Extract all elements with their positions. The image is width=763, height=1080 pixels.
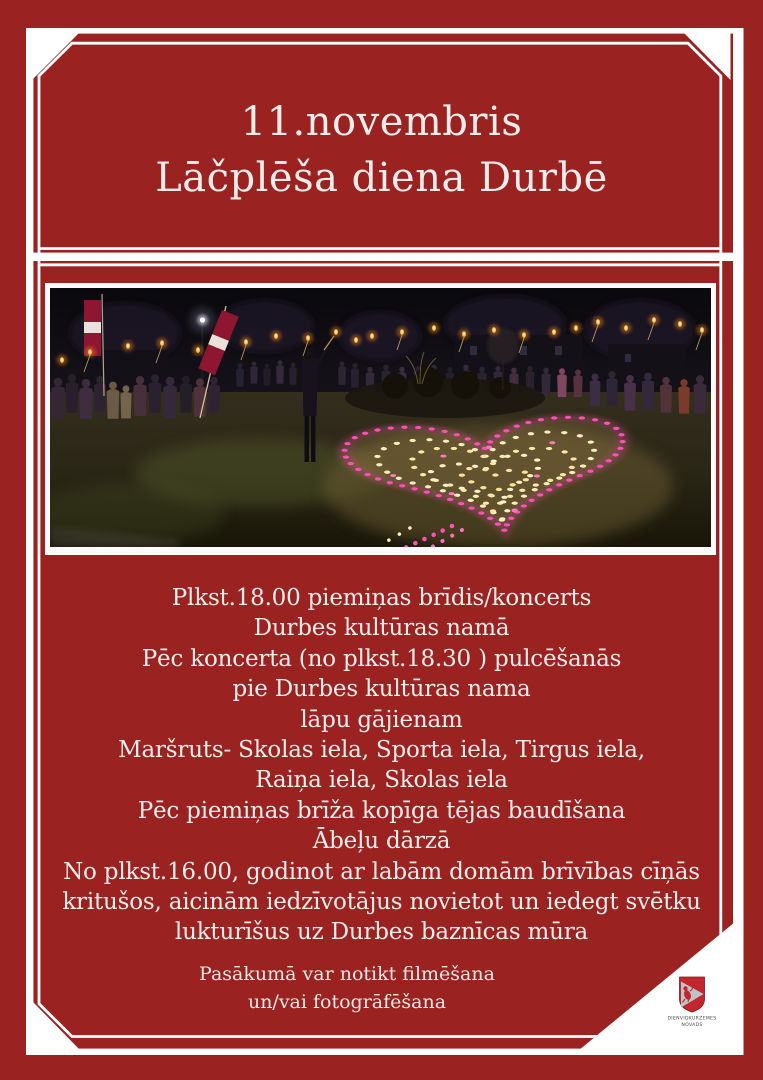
detail-line: kritušos, aicinām iedzīvotājus novietot un iedegt svētku <box>62 889 701 916</box>
detail-line: Plkst.18.00 piemiņas brīdis/koncerts <box>171 585 592 611</box>
frame-separator-thin-bottom <box>39 263 721 266</box>
detail-line: Raiņa iela, Skolas iela <box>255 767 508 794</box>
poster-title <box>0 94 763 206</box>
coat-of-arms-shield <box>680 977 705 1012</box>
title-line-1: 11.novembris <box>240 99 523 145</box>
notice-line-2: un/vai fotogrāfēšana <box>247 990 447 1013</box>
detail-line: Maršruts- Skolas iela, Sporta iela, Tirgus iela, <box>118 737 645 764</box>
title-line-2: Lāčplēša diena Durbē <box>155 155 608 201</box>
event-details <box>30 583 733 948</box>
logo-text-line-1: DIENVIDKURZEMES <box>667 1016 717 1022</box>
detail-line: lukturīšus uz Durbes baznīcas mūra <box>174 919 589 946</box>
detail-line: No plkst.16.00, godinot ar labām domām brīvības cīņās <box>63 858 700 885</box>
filming-notice <box>0 961 694 1016</box>
detail-line: pie Durbes kultūras nama <box>232 676 531 703</box>
frame-separator-thin-top <box>39 247 721 250</box>
detail-line: Durbes kultūras namā <box>253 615 510 642</box>
frame-separator-thick <box>26 253 744 261</box>
detail-line: Pēc koncerta (no plkst.18.30 ) pulcēšanās <box>141 645 622 672</box>
frame-corner-triangle-top-left <box>33 33 79 79</box>
torchlight-ceremony-photo <box>50 288 711 547</box>
municipality-logo <box>655 975 729 1029</box>
notice-line-1: Pasākumā var notikt filmēšana <box>199 963 495 985</box>
detail-line: lāpu gājienam <box>300 706 463 733</box>
event-photo <box>45 283 716 555</box>
frame-corner-triangle-top-right <box>684 33 731 80</box>
logo-text-line-2: NOVADS <box>681 1023 703 1028</box>
detail-line: Pēc piemiņas brīža kopīga tējas baudīšana <box>137 797 626 824</box>
detail-line: Ābeļu dārzā <box>312 828 451 855</box>
